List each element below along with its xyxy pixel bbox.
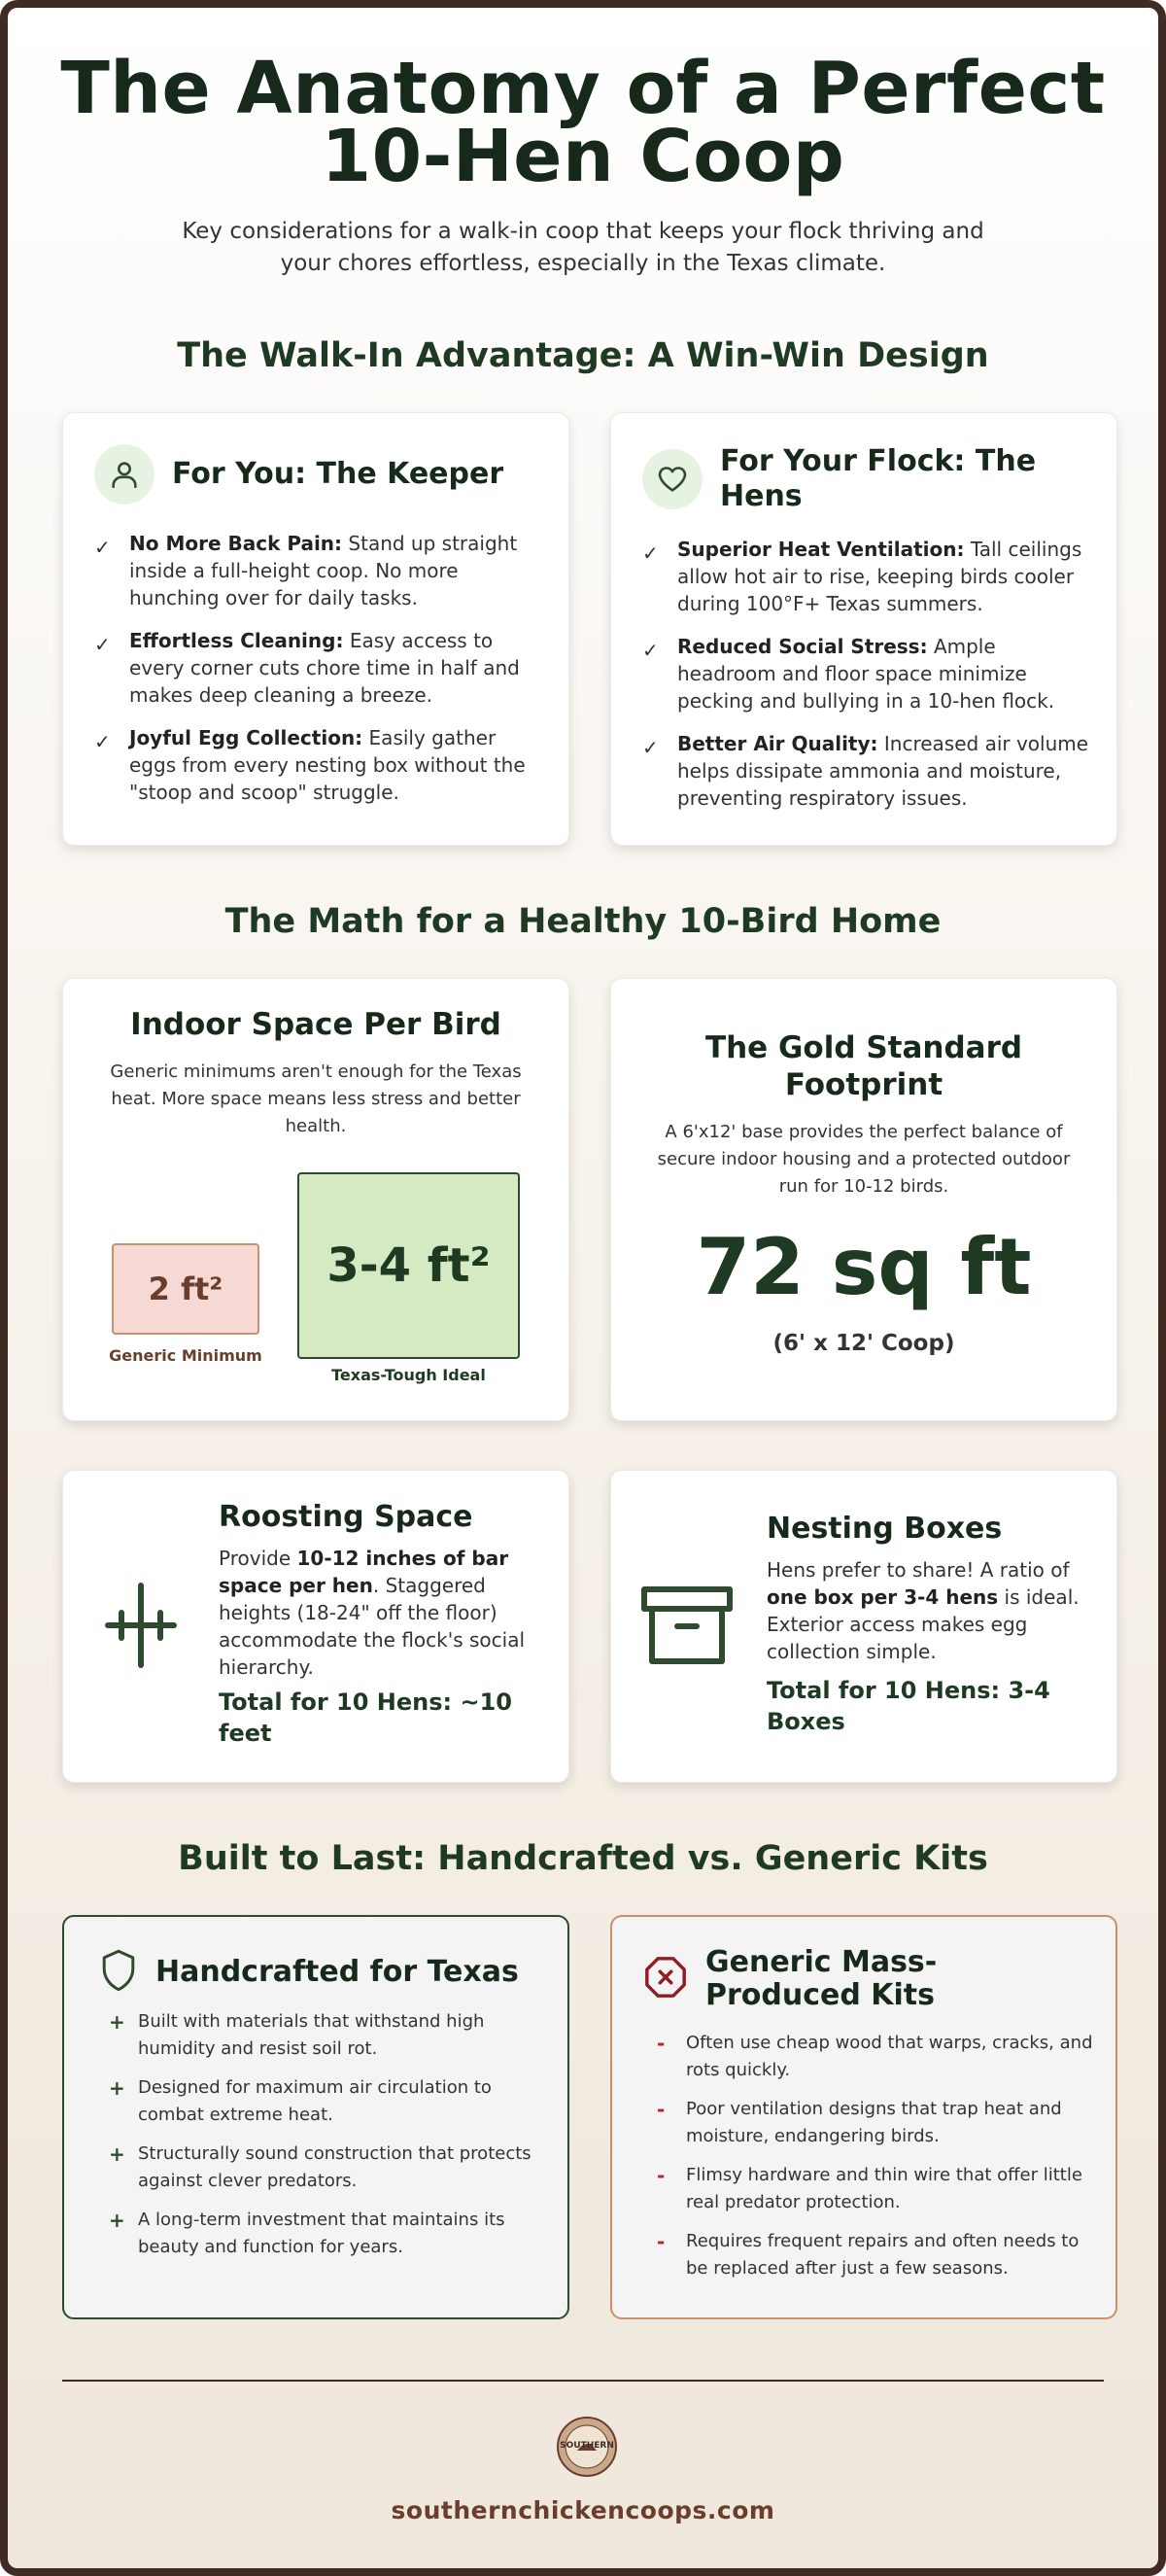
item-bold: Joyful Egg Collection: [129,726,363,749]
keeper-benefits-list [94,530,541,821]
roosting-desc [219,1545,539,1681]
roosting-title: Roosting Space [219,1500,473,1534]
desc-part: Hens prefer to share! A ratio of [767,1558,1070,1582]
section-heading-compare: Built to Last: Handcrafted vs. Generic Kits [178,1839,988,1878]
list-item [94,627,541,709]
item-text: Requires frequent repairs and often needs to be replaced after just a few seasons. [686,2231,1080,2279]
item-text: A long-term investment that maintains its beauty and function for years. [138,2210,505,2257]
handcrafted-title: Handcrafted for Texas [155,1955,519,1989]
footprint-title: The Gold Standard Footprint [704,1030,1023,1102]
list-item [642,536,1089,617]
desc-bold: 10-12 inches of bar space per hen [219,1547,509,1597]
item-text: Easy access to every corner cuts chore time in half and makes deep cleaning a breeze. [129,629,520,707]
item-text: Built with materials that withstand high humidity and resist soil rot. [138,2011,485,2059]
roosting-total: Total for 10 Hens: ~10 feet [219,1688,512,1747]
item-bold: Effortless Cleaning: [129,629,344,652]
nesting-title: Nesting Boxes [767,1512,1003,1546]
handcrafted-card [62,1915,569,2319]
flock-card [610,412,1117,846]
generic-kits-card [610,1915,1117,2319]
texas-ideal-box: 3-4 ft² [297,1172,520,1359]
item-text: Designed for maximum air circulation to combat extreme heat. [138,2077,492,2125]
keeper-card-header [94,444,503,505]
plus-icon: + [109,2076,125,2100]
desc-bold: one box per 3-4 hens [767,1585,999,1609]
roosting-card [62,1470,569,1783]
footprint-card [610,978,1117,1421]
item-bold: Reduced Social Stress: [677,635,928,658]
check-icon: ✓ [94,730,111,753]
desc-part: is ideal. Exterior access makes egg collection simple. [767,1585,1080,1663]
texas-ideal-label: Texas-Tough Ideal [331,1366,486,1384]
person-icon [94,444,154,505]
shield-icon [99,1948,138,1997]
plus-icon: + [109,2142,125,2166]
item-bold: Better Air Quality: [677,732,878,755]
check-icon: ✓ [94,536,111,559]
keeper-card [62,412,569,846]
check-icon: ✓ [642,736,659,759]
x-octagon-icon [643,1955,688,2003]
list-item [657,2162,1094,2216]
desc-part: Provide [219,1547,297,1570]
item-text: Tall ceilings allow hot air to rise, keeping birds cooler during 100°F+ Texas summers. [677,538,1082,615]
nesting-card [610,1470,1117,1783]
list-item [109,2074,536,2129]
section-heading-math: The Math for a Healthy 10-Bird Home [224,902,942,941]
item-text: Often use cheap wood that warps, cracks, and rots quickly. [686,2033,1093,2080]
footprint-value: 72 sq ft [696,1222,1032,1312]
minus-icon: - [657,2098,666,2121]
flock-benefits-list [642,536,1089,827]
list-item [94,530,541,611]
list-item [657,2030,1094,2084]
page-subtitle: Key considerations for a walk-in coop that keeps your flock thriving and your chores effortless, especially in the Texas climate. [182,219,984,276]
flock-card-header [642,444,1050,514]
indoor-space-title: Indoor Space Per Bird [130,1007,501,1042]
item-text: Increased air volume helps dissipate ammonia and moisture, preventing respiratory issues. [677,732,1089,810]
item-text: Flimsy hardware and thin wire that offer little real predator protection. [686,2165,1082,2212]
check-icon: ✓ [642,639,659,662]
generic-minimum-box: 2 ft² [112,1243,259,1335]
generic-minimum-label: Generic Minimum [109,1346,262,1365]
item-text: Poor ventilation designs that trap heat and moisture, endangering birds. [686,2099,1062,2146]
footer-website-link[interactable]: southernchickencoops.com [391,2496,775,2524]
list-item [657,2228,1094,2282]
generic-kits-header [643,1946,977,2012]
box-icon [640,1585,734,1669]
keeper-card-title: For You: The Keeper [172,457,504,491]
list-item [642,633,1089,714]
footprint-desc: A 6'x12' base provides the perfect balance of secure indoor housing and a protected outdoor run for 10-12 birds. [657,1122,1071,1197]
nesting-desc [767,1556,1097,1665]
item-text: Ample headroom and floor space minimize pecking and bullying in a 10-hen flock. [677,635,1055,713]
item-text: Easily gather eggs from every nesting box without the "stoop and scoop" struggle. [129,726,526,804]
flock-card-title: For Your Flock: The Hens [720,444,1037,513]
logo-text: SOUTHERN [560,2441,614,2451]
brand-logo [556,2416,618,2478]
indoor-space-desc: Generic minimums aren't enough for the Texas heat. More space means less stress and better health. [110,1062,522,1136]
nesting-total: Total for 10 Hens: 3-4 Boxes [767,1677,1050,1735]
roost-bar-icon [102,1582,180,1673]
footprint-dimensions: (6' x 12' Coop) [772,1331,955,1356]
section-heading-walkin: The Walk-In Advantage: A Win-Win Design [177,336,989,375]
desc-part: . Staggered heights (18-24" off the floor) accommodate the flock's social hierarchy. [219,1574,526,1679]
footer-divider [62,2380,1104,2382]
item-bold: No More Back Pain: [129,532,343,555]
title-line-2: 10-Hen Coop [321,115,845,198]
list-item [657,2096,1094,2150]
handcrafted-list [109,2008,536,2273]
list-item [109,2141,536,2195]
list-item [109,2207,536,2261]
list-item [109,2008,536,2063]
list-item [642,730,1089,812]
item-bold: Superior Heat Ventilation: [677,538,965,561]
item-text: Stand up straight inside a full-height coop. No more hunching over for daily tasks. [129,532,518,609]
minus-icon: - [657,2230,666,2253]
minus-icon: - [657,2032,666,2055]
item-text: Structurally sound construction that protects against clever predators. [138,2143,532,2191]
heart-icon [642,449,703,509]
minus-icon: - [657,2164,666,2187]
plus-icon: + [109,2209,125,2232]
generic-kits-title: Generic Mass-Produced Kits [705,1945,938,2012]
page-title [8,47,1158,198]
title-line-1: The Anatomy of a Perfect [60,47,1106,130]
indoor-space-card [62,978,569,1421]
generic-kits-list [657,2030,1094,2294]
plus-icon: + [109,2010,125,2034]
handcrafted-header [99,1948,519,1997]
list-item [94,724,541,806]
check-icon: ✓ [94,633,111,656]
check-icon: ✓ [642,541,659,565]
